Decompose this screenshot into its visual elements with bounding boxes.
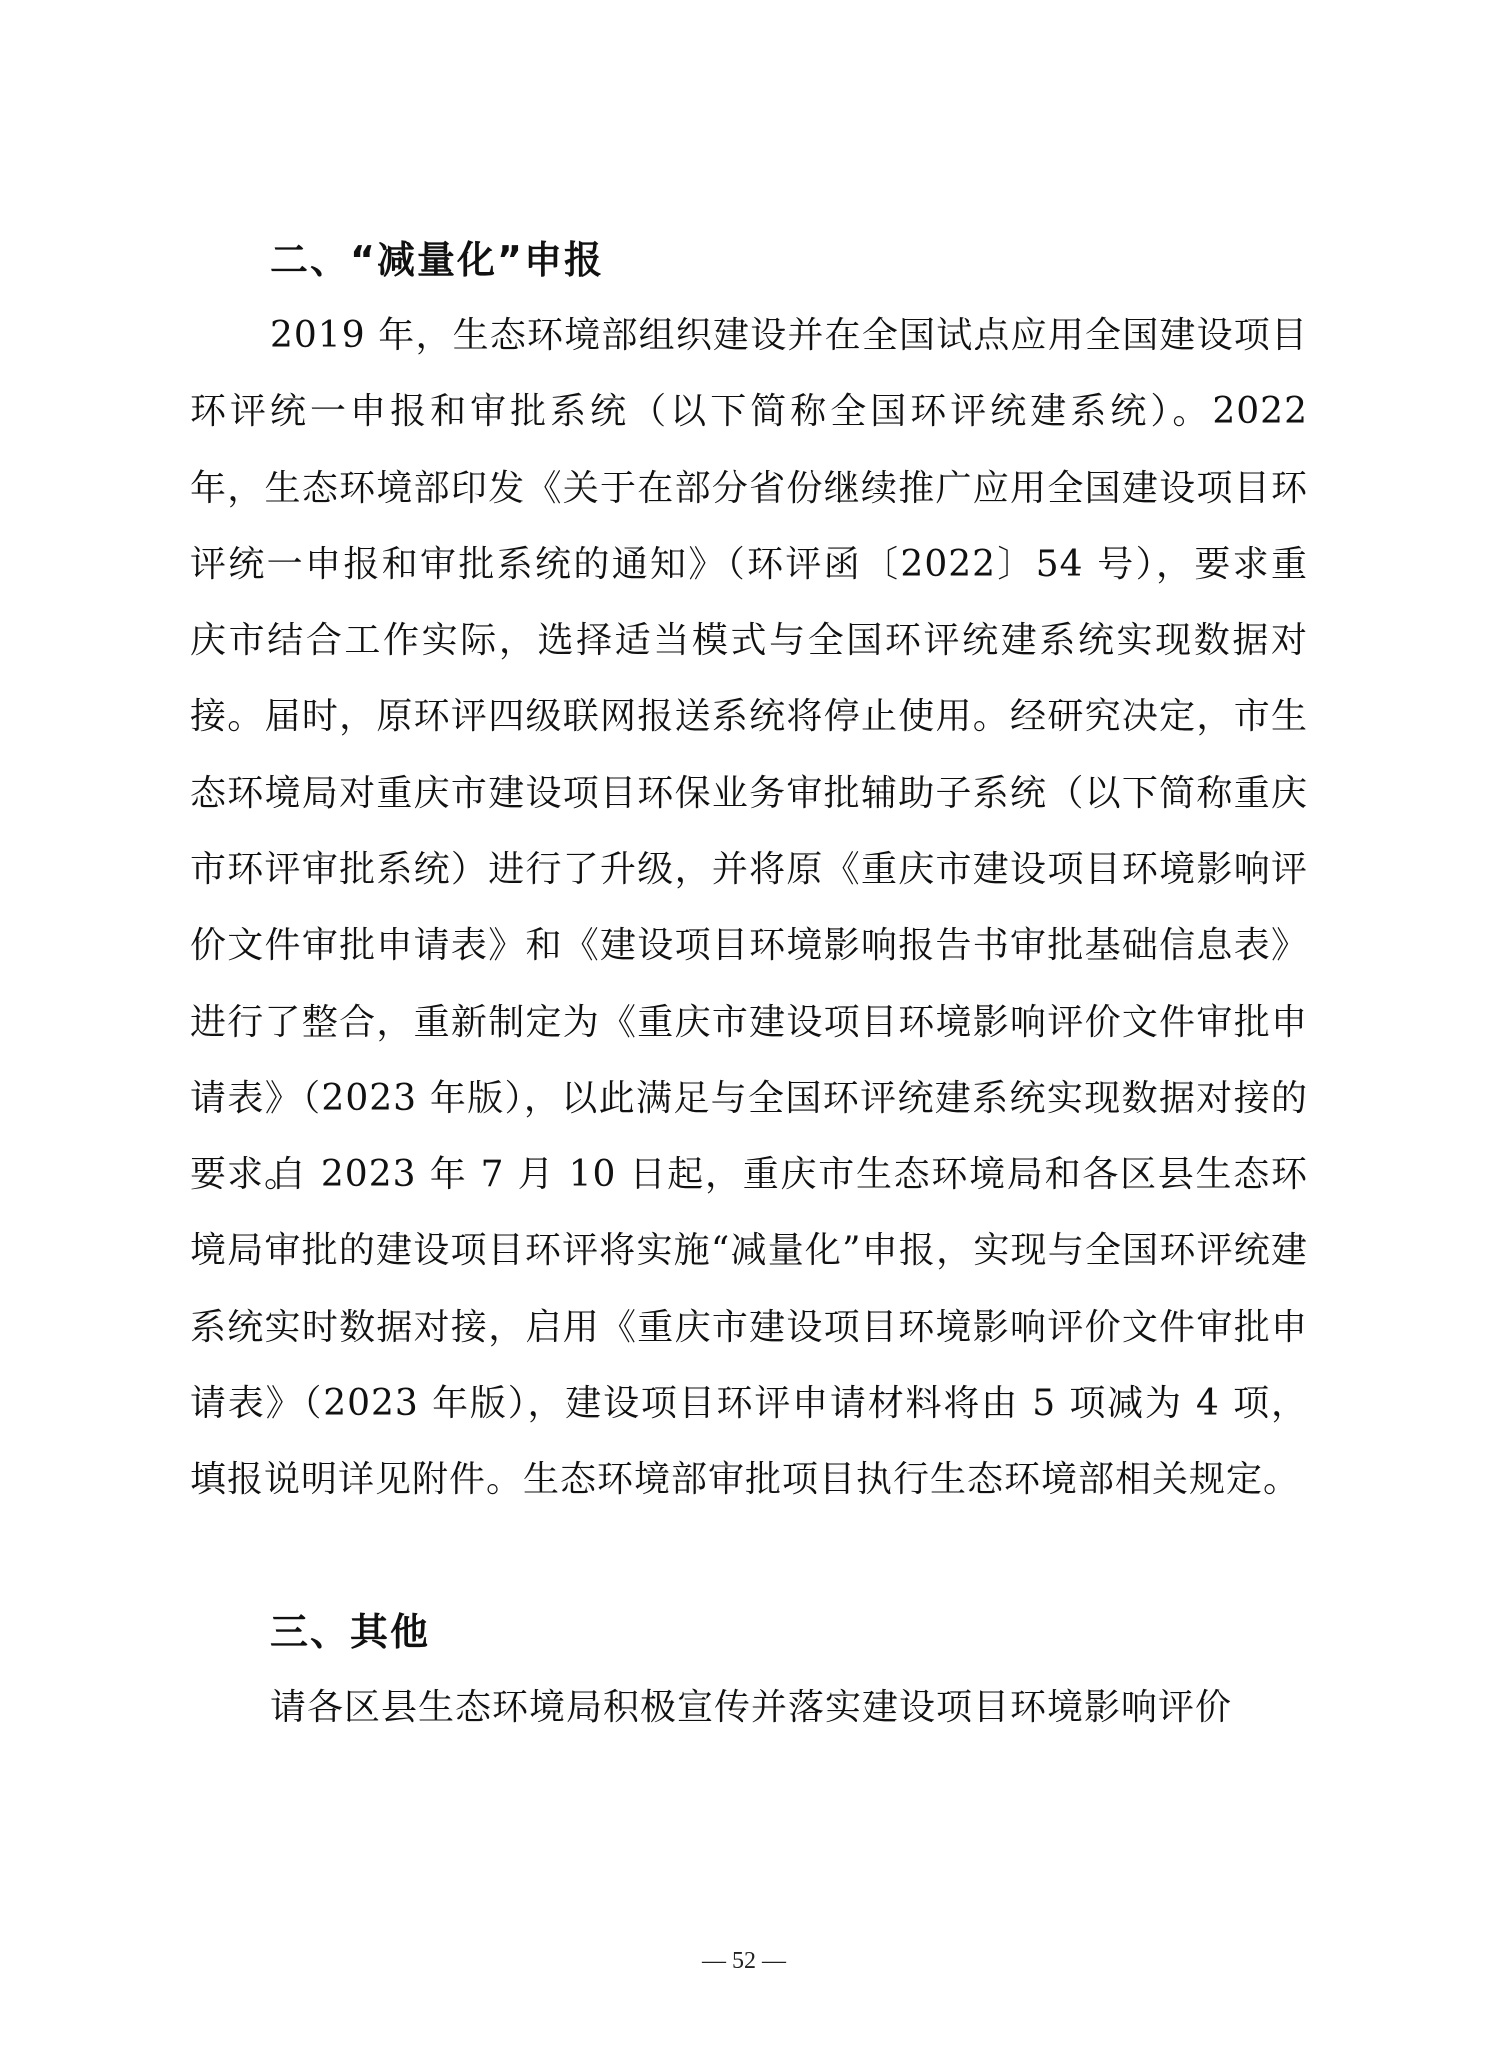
section-three-heading: 三、其他 bbox=[270, 1610, 431, 1654]
paragraph-other: 请各区县生态环境局积极宣传并落实建设项目环境影响评价 bbox=[270, 1687, 1233, 1728]
paragraph-reduction-implementation: 自 2023 年 7 月 10 日起，重庆市生态环境局和各区县生态环境局审批的建设项目环评将实施“减量化”申报，实现与全国环评统建系统实时数据对接，启用《重庆市建设项目环境影响评价文件审批申请表》（2023 年版），建设项目环评申请材料将由 5 项减为 4 项，填报说明详见附件。生态环境部审批项目执行生态环境部相关规定。 bbox=[190, 1154, 1308, 1501]
section-two-heading: 二、“减量化”申报 bbox=[270, 238, 604, 282]
page-number: — 52 — bbox=[702, 1948, 786, 1974]
paragraph-reduction-background: 2019 年，生态环境部组织建设并在全国试点应用全国建设项目环评统一申报和审批系统（以下简称全国环评统建系统）。2022 年，生态环境部印发《关于在部分省份继续推广应用全国建设项目环评统一申报和审批系统的通知》（环评函〔2022〕54 号），要求重庆市结合工作实际，选择适当模式与全国环评统建系统实现数据对接。届时，原环评四级联网报送系统将停止使用。经研究决定，市生态环境局对重庆市建设项目环保业务审批辅助子系统（以下简称重庆市环评审批系统）进行了升级，并将原《重庆市建设项目环境影响评价文件审批申请表》和《建设项目环境影响报告书审批基础信息表》进行了整合，重新制定为《重庆市建设项目环境影响评价文件审批申请表》（2023 年版），以此满足与全国环评统建系统实现数据对接的要求。 bbox=[190, 315, 1308, 1196]
